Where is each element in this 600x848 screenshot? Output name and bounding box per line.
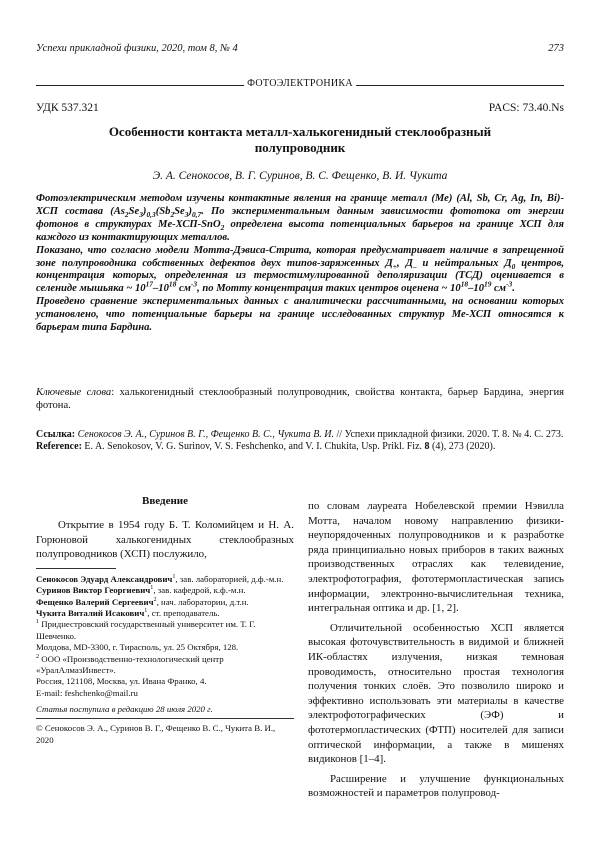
intro-paragraph: по словам лауреата Нобелевской премии Нэвилла Мотта, началом новому направлению физики-неупорядоченных полупроводников и к разработке ряда принципиально новых приборов в таких важных производственных отраслях как телевидение, электрофотография, фототермопластическая запись информации, электронно-вычислительная техника, интегральная оптика и др. [1, 2]. [308,500,564,615]
abstract-paragraph: Фотоэлектрическим методом изучены контактные явления на границе металл (Ме) (Al, Sb, Cr, Ag, In, Bi)-ХСП состава $(As_2Se_3)_{0,3}(Sb_2Se_3)_{0,7}$. По экспериментальным данным зависимости фототока от энергии фотонов в структурах Me-ХСП-SnO$_2$ определена высота потенциальных барьеров на границе ХСП для каждого из контактирующих металлов. [36,193,564,243]
author-footnotes [36,574,294,699]
contact-email: E-mail: feshchenko@mail.ru [36,687,138,698]
intro-heading: Введение [141,495,189,507]
running-head [36,43,564,54]
author-list: Э. А. Сенокосов, В. Г. Суринов, В. С. Фещенко, В. И. Чукита [152,170,448,182]
copyright-divider [36,718,294,719]
footnote-divider [36,568,116,569]
affiliation-address: Россия, 121108, Москва, ул. Ивана Франко, 4. [36,676,207,687]
affiliation-address: Молдова, MD-3300, г. Тирасполь, ул. 25 Октября, 128. [36,642,239,653]
citation-en: Reference: E. A. Senokosov, V. G. Surinov, V. S. Feshchenko, and V. I. Chukita, Usp. Prikl. Fiz. 8 (4), 273 (2020). [36,441,496,453]
affiliation: $^2$ ООО «Производственно-технологический центр «УралАлмазИнвест». [36,653,224,676]
article-title: Особенности контакта металл-халькогенидный стеклообразный полупроводник [108,124,492,155]
udc-code: УДК 537.321 [36,102,99,114]
keywords-text: : халькогенидный стеклообразный полупроводник, свойства контакта, барьер Бардина, энергия фотона. [36,387,564,411]
intro-paragraph: Отличительной особенностью ХСП является высокая фоточувствительность в видимой и ближней ИК-областях излучения, низкая темновая проводимость, относительно простая технология получения тонких слоёв. Это позволило широко и эффективно использовать эти материалы в качестве электрофотографических (ЭФ) и фототермопластических (ФТП) носителей для записи оптической информации, а также в мишенях видиконов [1–4]. [308,621,564,766]
section-rule [36,78,564,92]
abstract-paragraph: Проведено сравнение экспериментальных данных с аналитически рассчитанными, на основании которых установлено, что потенциальные барьеры на границе исследованных структур Ме-ХСП относятся к барьерам типа Бардина. [36,296,564,334]
abstract-paragraph: Показано, что согласно модели Мотта-Дэвиса-Стрита, которая предусматривает наличие в запрещенной зоне полупроводника собственных дефектов двух типов-заряженных $Д_+$, $Д_-$ и нейтральных $Д_0$ центров, концентрация которых, определенная из термостимулированной деполяризации (ТСД) оценивается в селениде мышьяка ~ $10^{17}-10^{18}$ $см^{-3}$, по Мотту концентрация таких центров оценена ~ $10^{18}-10^{19}$ $см^{-3}$. [36,244,564,295]
abstract [36,193,564,335]
affiliation: $^1$ Приднестровский государственный университет им. Т. Г. Шевченко. [36,619,256,641]
received-date: Статья поступила в редакцию 28 июля 2020 г. [36,704,213,715]
journal-citation: Успехи прикладной физики, 2020, том 8, № 4 [36,43,238,54]
keywords [36,386,564,412]
citation-ru: Ссылка: Сенокосов Э. А., Суринов В. Г., Фещенко В. С., Чукита В. И. // Успехи прикладной физики. 2020. Т. 8. № 4. С. 273. [36,429,564,440]
copyright-notice: © Сенокосов Э. А., Суринов В. Г., Фещенко В. С., Чукита В. И., 2020 [36,723,276,745]
citation-block [36,429,564,454]
footnote-author: Фещенко Валерий Сергеевич$^2$, нач. лаборатории, д.т.н. [36,596,249,607]
page-number: 273 [548,43,564,54]
classification-codes [36,102,564,114]
left-column [36,495,294,746]
pacs-code: PACS: 73.40.Ns [488,102,564,114]
right-column [308,499,564,801]
journal-page [36,0,564,848]
section-label: ФОТОЭЛЕКТРОНИКА [244,78,356,89]
footnote-author: Чукита Виталий Исакович$^1$, ст. преподаватель. [36,608,220,618]
intro-paragraph: Расширение и улучшение функциональных возможностей и параметров полупровод- [308,772,564,800]
footnote-author: Суринов Виктор Георгиевич$^1$, зав. кафедрой, к.ф.-м.н. [36,585,246,596]
footnote-author: Сенокосов Эдуард Александрович$^1$, зав. лабораторией, д.ф.-м.н. [36,573,284,584]
keywords-label: Ключевые слова [36,387,112,398]
intro-left-text: Открытие в 1954 году Б. Т. Коломийцем и Н. А. Горюновой халькогенидных стеклообразных полупроводников (ХСП) послужило, [36,519,294,561]
